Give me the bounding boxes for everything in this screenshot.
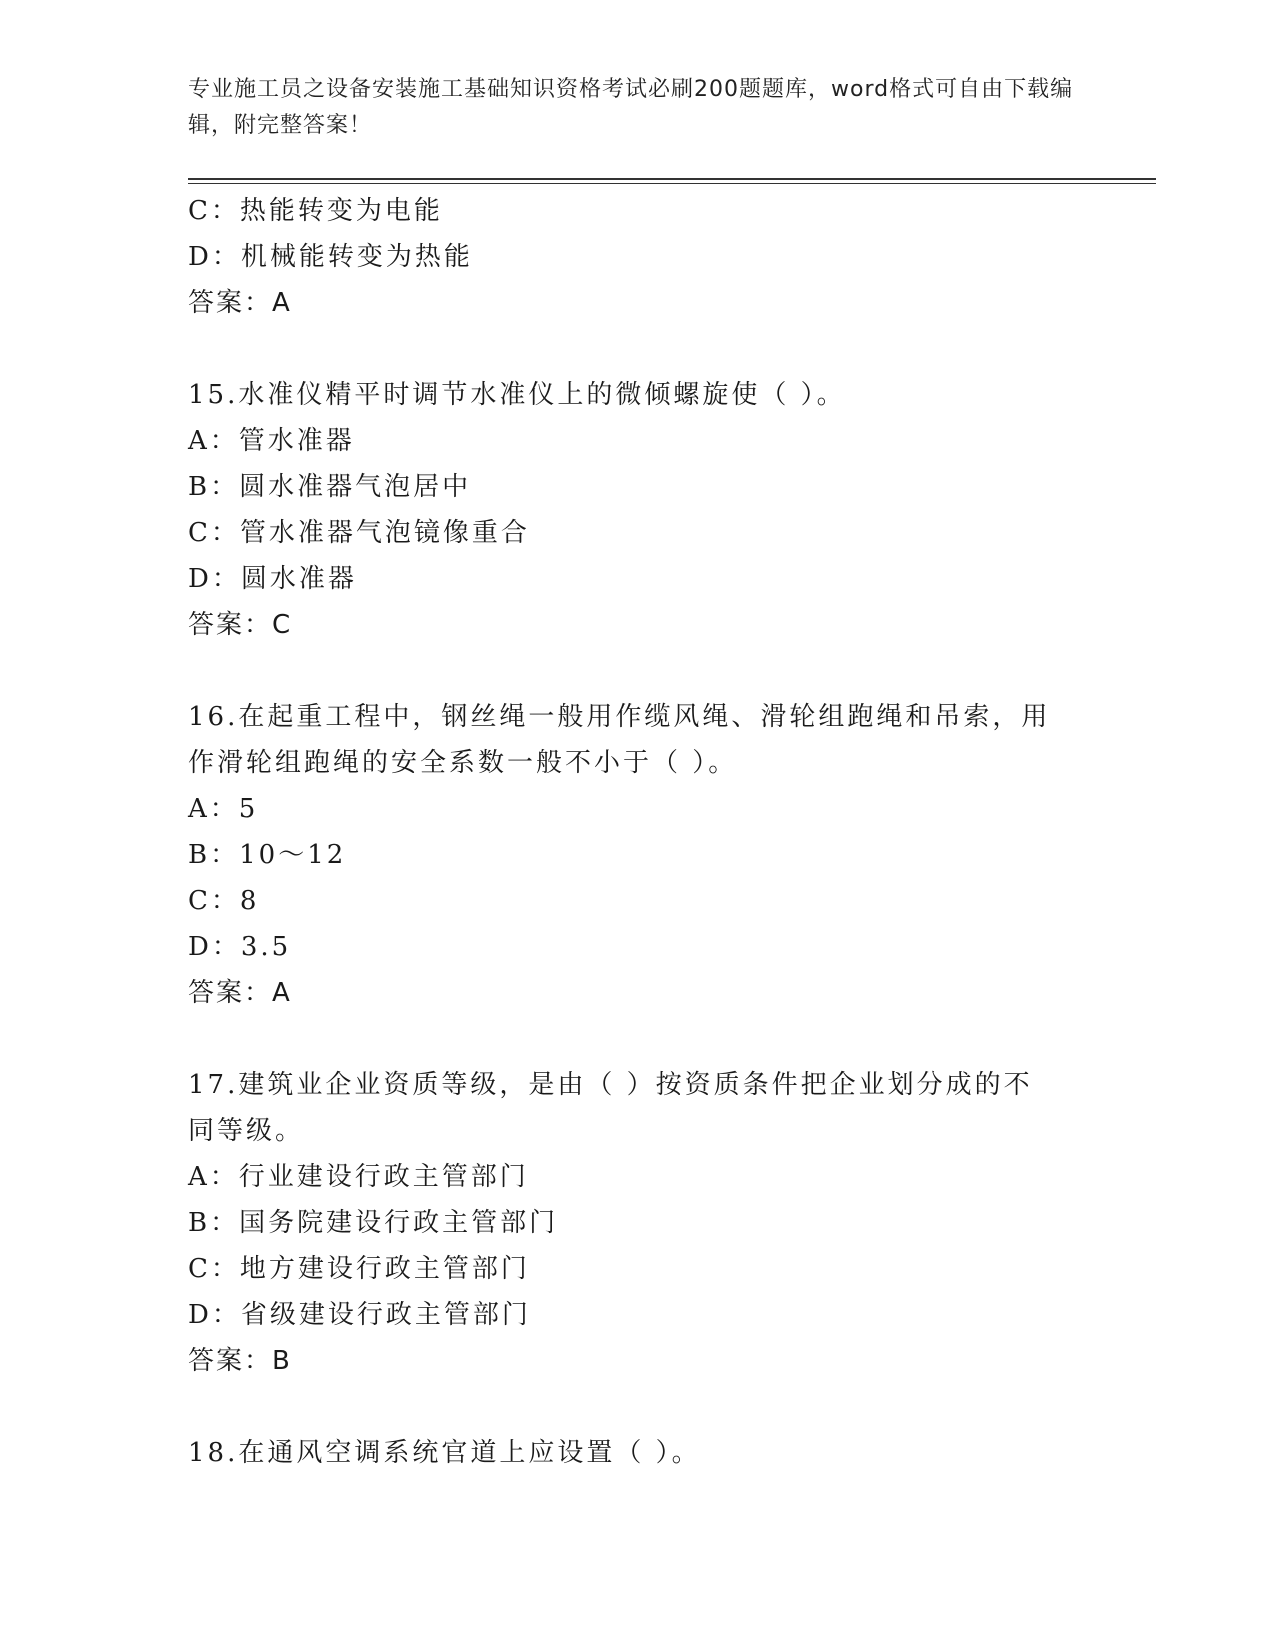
option-c: C：8 xyxy=(188,886,260,916)
question-block-18 xyxy=(188,1430,1088,1476)
question-block-17 xyxy=(188,1062,1088,1384)
question-text: 15.水准仪精平时调节水准仪上的微倾螺旋使（ ）。 xyxy=(188,380,846,410)
question-block-16 xyxy=(188,694,1088,1016)
option-d: D：省级建设行政主管部门 xyxy=(188,1300,531,1330)
answer-line: 答案：B xyxy=(188,1346,292,1376)
option-c: C：热能转变为电能 xyxy=(188,196,443,226)
question-text: 16.在起重工程中，钢丝绳一般用作缆风绳、滑轮组跑绳和吊索，用作滑轮组跑绳的安全系数一般不小于（ ）。 xyxy=(188,702,1051,778)
document-header xyxy=(188,72,1078,144)
option-b: B：圆水准器气泡居中 xyxy=(188,472,472,502)
question-text: 17.建筑业企业资质等级，是由（ ）按资质条件把企业划分成的不同等级。 xyxy=(188,1070,1033,1146)
option-c: C：管水准器气泡镜像重合 xyxy=(188,518,530,548)
answer-line: 答案：C xyxy=(188,610,293,640)
header-divider-thick xyxy=(188,178,1156,180)
option-b: B：国务院建设行政主管部门 xyxy=(188,1208,559,1238)
answer-line: 答案：A xyxy=(188,978,292,1008)
option-a: A：行业建设行政主管部门 xyxy=(188,1162,529,1192)
spacer xyxy=(188,648,1088,694)
option-d: D：机械能转变为热能 xyxy=(188,242,473,272)
option-b: B：10～12 xyxy=(188,840,347,870)
option-a: A：5 xyxy=(188,794,259,824)
option-a: A：管水准器 xyxy=(188,426,355,456)
question-block-15 xyxy=(188,372,1088,648)
question-block-14 xyxy=(188,188,1088,326)
option-c: C：地方建设行政主管部门 xyxy=(188,1254,530,1284)
header-divider-thin xyxy=(188,183,1156,184)
header-title: 专业施工员之设备安装施工基础知识资格考试必刷200题题库，word格式可自由下载编辑，附完整答案！ xyxy=(188,77,1074,138)
option-d: D：3.5 xyxy=(188,932,292,962)
option-d: D：圆水准器 xyxy=(188,564,357,594)
answer-line: 答案：A xyxy=(188,288,292,318)
question-text: 18.在通风空调系统官道上应设置（ ）。 xyxy=(188,1438,701,1468)
spacer xyxy=(188,1384,1088,1430)
spacer xyxy=(188,326,1088,372)
question-list xyxy=(188,188,1088,1476)
spacer xyxy=(188,1016,1088,1062)
